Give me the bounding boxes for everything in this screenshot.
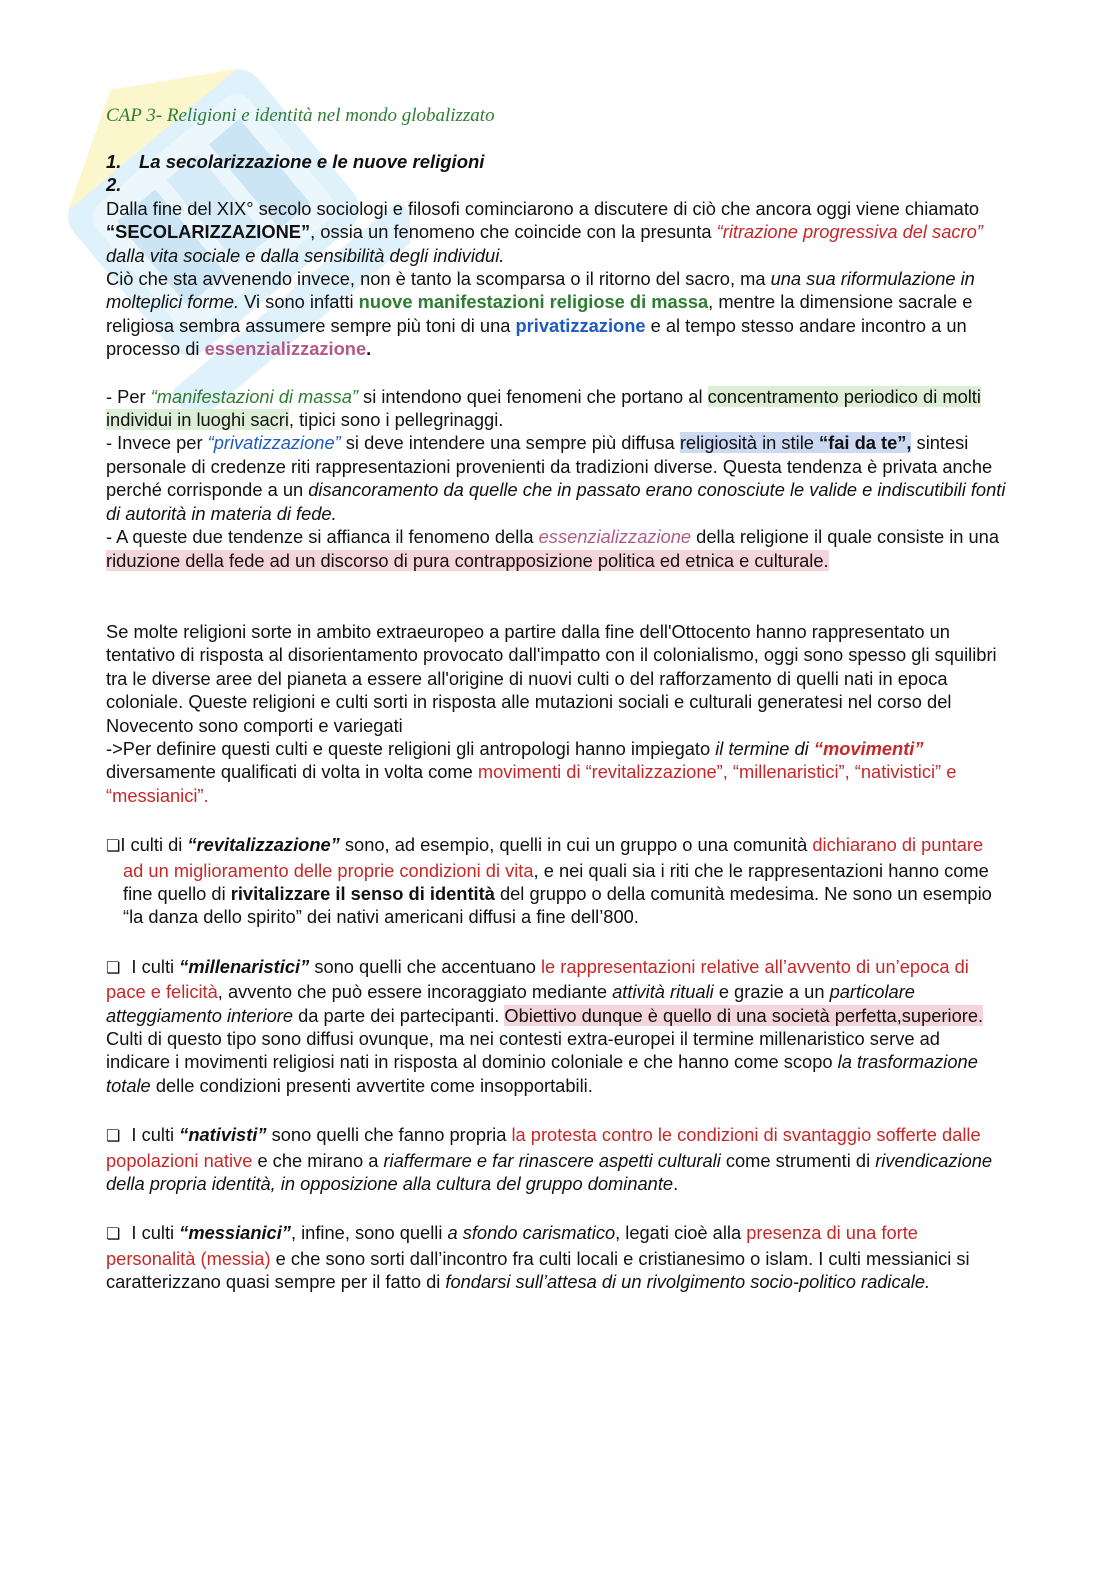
- text: sono quelli che accentuano: [309, 955, 541, 977]
- chapter-title: CAP 3- Religioni e identità nel mondo globalizzato: [106, 105, 495, 126]
- text: I culti: [126, 1124, 180, 1146]
- highlight-riduzione: riduzione della fede ad un discorso di pura contrapposizione politica ed etnica e culturale.: [106, 549, 829, 571]
- text: si deve intendere una sempre più diffusa: [340, 432, 680, 454]
- term-manifestazioni: nuove manifestazioni religiose di massa: [358, 291, 709, 313]
- list-item-messianici: [106, 1221, 1006, 1293]
- checkbox-icon: ❏: [106, 959, 121, 977]
- text: una sua riformulazione in molteplici forme.: [106, 268, 975, 313]
- term-messianici: “messianici”: [179, 1222, 291, 1244]
- quote-ritrazione: “ritrazione progressiva del sacro”: [716, 221, 983, 243]
- checkbox-icon: ❏: [106, 838, 121, 856]
- text: attività rituali: [612, 981, 714, 1003]
- text: ->Per definire questi culti e queste religioni gli antropologi hanno impiegato: [106, 737, 716, 759]
- text: le rappresentazioni relative all’avvento di un’epoca di pace e felicità: [106, 955, 969, 1003]
- paragraph-extraeuropeo: Se molte religioni sorte in ambito extraeuropeo a partire dalla fine dell'Ottocento hanno rappresentato un tentativo di risposta al disorientamento provocato dall'impatto con il colonialismo, oggi sono spesso gli squilibri tra le diverse aree del pianeta a essere all'origine di nuovi culti o del rafforzamento di quelli nati in epoca coloniale. Queste religioni e culti sorti in risposta alle mutazioni sociali e culturali generatesi nel corso del Novecento sono comporti e variegati: [106, 620, 997, 736]
- text: I culti: [126, 955, 180, 977]
- term-essenzializzazione: essenzializzazione: [204, 338, 367, 360]
- text: - A queste due tendenze si affianca il fenomeno della: [106, 526, 539, 548]
- movement-types: movimenti di “revitalizzazione”, “millenaristici”, “nativistici” e “messianici”.: [106, 761, 957, 806]
- text: Vi sono infatti: [239, 291, 359, 313]
- paragraph-manifestazioni: [106, 385, 1006, 432]
- text: - Invece per: [106, 432, 208, 454]
- text: Culti di questo tipo sono diffusi ovunque, ma nei contesti extra-europei il termine millenaristico serve ad indicare i movimenti religiosi nati in risposta al dominio coloniale e che hanno come scopo: [106, 1028, 940, 1073]
- term-millenaristici: “millenaristici”: [179, 955, 310, 977]
- highlight-religiosita: religiosità in stile: [679, 432, 820, 454]
- text: - Per: [106, 385, 151, 407]
- bullet-text: [106, 1123, 1006, 1195]
- text: e che mirano a: [252, 1149, 384, 1171]
- text: , avvento che può essere incoraggiato mediante: [217, 981, 613, 1003]
- text: rivitalizzare il senso di identità: [230, 882, 495, 904]
- text: , tipici sono i pellegrinaggi.: [288, 409, 504, 431]
- text: da parte dei partecipanti.: [293, 1004, 505, 1026]
- section-number-2: 2.: [106, 174, 122, 196]
- text: la protesta contro le condizioni di svantaggio sofferte dalle popolazioni native: [106, 1124, 981, 1171]
- text: fondarsi sull’attesa di un rivolgimento socio-politico radicale.: [445, 1271, 931, 1293]
- text: disancoramento da quelle che in passato erano conosciute le valide e indiscutibili fonti di autorità in materia di fede.: [106, 479, 1006, 524]
- text: .: [673, 1173, 679, 1195]
- checkbox-icon: ❏: [106, 1226, 121, 1244]
- text: della religione il quale consiste in una: [691, 526, 1000, 548]
- section-heading: [106, 150, 1006, 173]
- term-nativisti: “nativisti”: [179, 1124, 267, 1146]
- bullet-text: [106, 833, 1006, 929]
- list-item-revitalizzazione: [106, 833, 1006, 929]
- text: sono, ad esempio, quelli in cui un gruppo o una comunità: [339, 834, 813, 856]
- paragraph-riformulazione: [106, 267, 1006, 361]
- text: il termine di: [715, 737, 814, 759]
- bullet-text: [106, 955, 1006, 1097]
- term-movimenti: “movimenti”: [813, 737, 924, 759]
- text: , mentre la dimensione sacrale e religiosa sembra assumere sempre più toni di una: [106, 291, 973, 336]
- term-secolarizzazione: “SECOLARIZZAZIONE”: [106, 221, 311, 243]
- text: e grazie a un: [713, 981, 830, 1003]
- text: a sfondo carismatico: [447, 1222, 616, 1244]
- text: e che sono sorti dall’incontro fra culti locali e cristianesimo o islam. I culti messianici si caratterizzano quasi sempre per il fatto di: [106, 1247, 970, 1293]
- paragraph-essenzializzazione: [106, 525, 1006, 572]
- text: diversamente qualificati di volta in volta come: [106, 761, 478, 783]
- text: , legati cioè alla: [615, 1222, 747, 1244]
- term-essenzializzazione: essenzializzazione: [538, 526, 692, 548]
- term-revitalizzazione: “revitalizzazione”: [187, 834, 340, 856]
- highlight-concentramento: concentramento periodico di molti individui in luoghi sacri: [106, 385, 981, 431]
- quote-privatizzazione: “privatizzazione”: [207, 432, 341, 454]
- text: particolare atteggiamento interiore: [106, 981, 915, 1026]
- list-item-nativisti: [106, 1123, 1006, 1195]
- text: Dalla fine del XIX° secolo sociologi e filosofi cominciarono a discutere di ciò che ancora oggi viene chiamato: [106, 197, 980, 219]
- paragraph-secolarizzazione: [106, 197, 1006, 267]
- bullet-text: [106, 1221, 1006, 1293]
- text: delle condizioni presenti avvertite come insopportabili.: [150, 1074, 593, 1096]
- highlight-fai-da-te: “fai da te”,: [819, 432, 912, 454]
- text: , infine, sono quelli: [290, 1222, 448, 1244]
- text: I culti: [126, 1222, 180, 1244]
- text: , ossia un fenomeno che coincide con la presunta: [310, 221, 717, 243]
- checkbox-icon: ❏: [106, 1128, 121, 1146]
- quote-manifestazioni: “manifestazioni di massa”: [150, 385, 358, 407]
- section-title: La secolarizzazione e le nuove religioni: [139, 151, 485, 172]
- text: come strumenti di: [720, 1149, 876, 1171]
- term-privatizzazione: privatizzazione: [515, 314, 646, 336]
- text: e al tempo stesso andare incontro a un processo di: [106, 314, 967, 360]
- text: dalla vita sociale e dalla sensibilità degli individui.: [106, 244, 505, 266]
- text: Ciò che sta avvenendo invece, non è tanto la scomparsa o il ritorno del sacro, ma: [106, 268, 771, 290]
- paragraph-movimenti: [106, 737, 1006, 807]
- text: I culti di: [120, 834, 188, 856]
- text: sono quelli che fanno propria: [266, 1124, 512, 1146]
- paragraph-privatizzazione: [106, 431, 1006, 525]
- text: sintesi personale di credenze riti rappresentazioni provenienti da tradizioni diverse. Questa tendenza è privata anche perché corrisponde a un: [106, 432, 993, 501]
- section-number: 1.: [106, 151, 122, 172]
- text: si intendono quei fenomeni che portano al: [357, 385, 708, 407]
- document-body: [106, 104, 1006, 1294]
- text: del gruppo o della comunità medesima. Ne sono un esempio “la danza dello spirito” dei nativi americani diffusi a fine dell’800.: [123, 882, 992, 928]
- text: , e nei quali sia i riti che le rappresentazioni hanno come fine quello di: [123, 859, 989, 904]
- text: .: [366, 338, 372, 360]
- text: riaffermare e far rinascere aspetti culturali: [383, 1149, 721, 1171]
- highlight-obiettivo: Obiettivo dunque è quello di una società perfetta,superiore.: [504, 1004, 984, 1026]
- list-item-millenaristici: [106, 955, 1006, 1097]
- text: la trasformazione totale: [106, 1051, 978, 1096]
- text: dichiarano di puntare ad un miglioramento delle proprie condizioni di vita: [123, 834, 984, 881]
- text: presenza di una forte personalità (messia): [106, 1222, 918, 1269]
- text: rivendicazione della propria identità, in opposizione alla cultura del gruppo dominante: [106, 1149, 993, 1195]
